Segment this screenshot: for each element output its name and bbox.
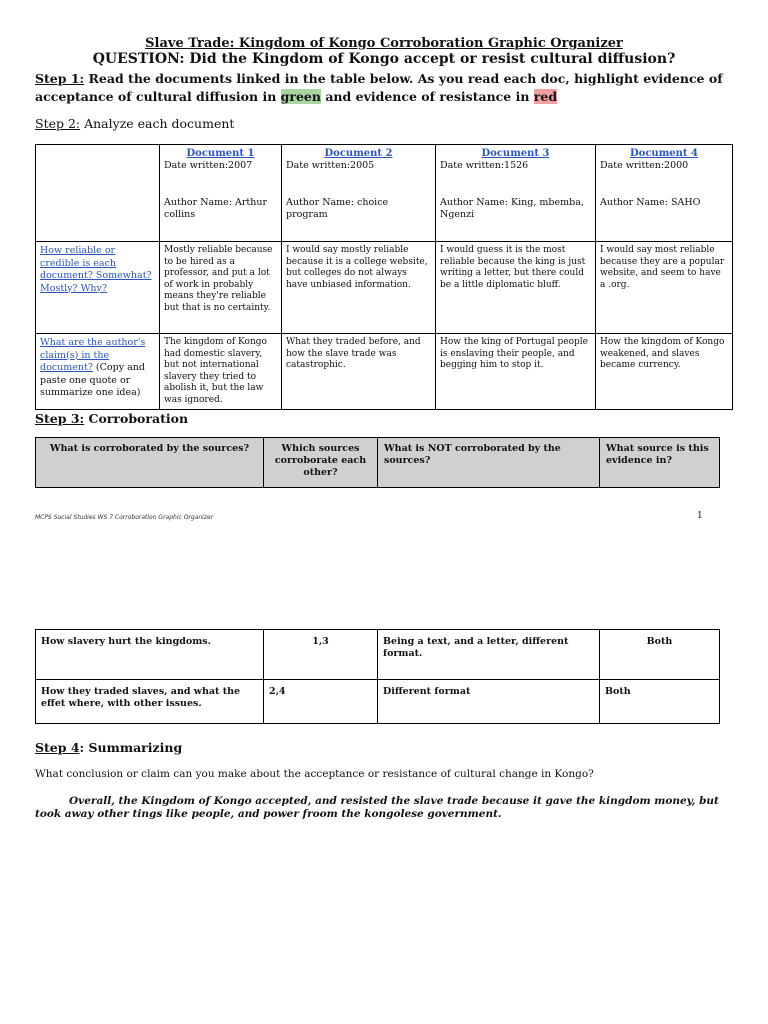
claim-cell[interactable]: What they traded before, and how the slave trade was catastrophic. xyxy=(282,334,436,410)
claim-note: (Copy and paste one quote or summarize one idea) xyxy=(40,362,145,398)
reliability-question-link[interactable]: How reliable or credible is each document? Somewhat? Mostly? Why? xyxy=(40,245,152,294)
step3-heading xyxy=(35,411,188,426)
page-number: 1 xyxy=(697,511,703,521)
corroborated-cell[interactable]: How slavery hurt the kingdoms. xyxy=(36,630,264,680)
sources-header: Which sources corroborate each other? xyxy=(264,438,378,488)
green-highlight: green xyxy=(280,89,321,104)
row-label-cell xyxy=(36,334,160,410)
document-header-cell xyxy=(282,145,436,242)
step1-text-a: Read the documents linked in the table below. As you read each doc, highlight evidence of acceptance of cultural diffusion in xyxy=(35,71,723,104)
table-row xyxy=(36,680,720,724)
page-footer: MCPS Social Studies WS 7 Corroboration Graphic Organizer xyxy=(35,514,214,521)
red-highlight: red xyxy=(533,89,558,104)
reliability-cell[interactable]: Mostly reliable because to be hired as a professor, and put a lot of work in probably means they're reliable but that is no certainty. xyxy=(160,242,282,334)
table-row xyxy=(36,334,733,410)
reliability-cell[interactable]: I would say most reliable because they are a popular website, and seem to have a .org. xyxy=(596,242,733,334)
step3-label: Step 3: xyxy=(35,411,85,426)
date-written: Date written:2007 xyxy=(164,159,253,171)
reliability-cell[interactable]: I would guess it is the most reliable because the king is just writing a letter, but there could be a little diplomatic bluff. xyxy=(436,242,596,334)
date-written: Date written:2000 xyxy=(600,159,689,171)
step4-heading xyxy=(35,740,182,755)
claim-cell[interactable]: The kingdom of Kongo had domestic slavery, but not international slavery they tried to abolish it, but the law was ignored. xyxy=(160,334,282,410)
corroboration-header-table xyxy=(35,437,720,488)
summary-prompt: What conclusion or claim can you make about the acceptance or resistance of cultural change in Kongo? xyxy=(35,768,594,780)
claim-cell[interactable]: How the king of Portugal people is enslaving their people, and begging him to stop it. xyxy=(436,334,596,410)
step4-label: Step 4 xyxy=(35,740,80,755)
corroboration-table xyxy=(35,629,720,724)
corroborated-cell[interactable]: How they traded slaves, and what the effet where, with other issues. xyxy=(36,680,264,724)
date-written: Date written:2005 xyxy=(286,159,375,171)
author-name: Author Name: Arthur collins xyxy=(164,197,268,220)
sources-cell[interactable]: 2,4 xyxy=(264,680,378,724)
document-1-link[interactable]: Document 1 xyxy=(186,148,255,159)
summary-answer[interactable]: Overall, the Kingdom of Kongo accepted, and resisted the slave trade because it gave the kingdom money, but took away other tings like people, and power froom the kongolese government. xyxy=(35,795,719,820)
question-heading: QUESTION: Did the Kingdom of Kongo accept or resist cultural diffusion? xyxy=(92,51,676,67)
document-header-cell xyxy=(436,145,596,242)
corroborated-header: What is corroborated by the sources? xyxy=(36,438,264,488)
date-written: Date written:1526 xyxy=(440,159,529,171)
evidence-in-cell[interactable]: Both xyxy=(600,630,720,680)
step4-text: : Summarizing xyxy=(79,740,183,755)
step1-text-b: and evidence of resistance in xyxy=(320,89,534,104)
evidence-in-cell[interactable]: Both xyxy=(600,680,720,724)
table-row xyxy=(36,630,720,680)
author-name: Author Name: King, mbemba, Ngenzi xyxy=(440,197,584,220)
step2-text: Analyze each document xyxy=(80,116,235,131)
step2-heading xyxy=(35,116,234,131)
table-row xyxy=(36,242,733,334)
document-4-link[interactable]: Document 4 xyxy=(630,148,698,159)
document-3-link[interactable]: Document 3 xyxy=(481,148,550,159)
table-row xyxy=(36,438,720,488)
table-row xyxy=(36,145,733,242)
step2-label: Step 2: xyxy=(35,116,81,131)
sources-cell[interactable]: 1,3 xyxy=(264,630,378,680)
document-analysis-table xyxy=(35,144,733,410)
corner-cell xyxy=(36,145,160,242)
not-corroborated-header: What is NOT corroborated by the sources? xyxy=(378,438,600,488)
step3-text: Corroboration xyxy=(84,411,189,426)
document-header-cell xyxy=(596,145,733,242)
evidence-in-header: What source is this evidence in? xyxy=(600,438,720,488)
document-header-cell xyxy=(160,145,282,242)
claim-cell[interactable]: How the kingdom of Kongo weakened, and slaves became currency. xyxy=(596,334,733,410)
author-name: Author Name: choice program xyxy=(286,197,389,220)
page-title: Slave Trade: Kingdom of Kongo Corroboration Graphic Organizer xyxy=(145,36,623,51)
claim-question-link[interactable]: What are the author's claim(s) in the document? xyxy=(40,337,146,373)
step1-label: Step 1: xyxy=(35,71,85,86)
not-corroborated-cell[interactable]: Different format xyxy=(378,680,600,724)
reliability-cell[interactable]: I would say mostly reliable because it is a college website, but colleges do not always have unbiased information. xyxy=(282,242,436,334)
row-label-cell xyxy=(36,242,160,334)
not-corroborated-cell[interactable]: Being a text, and a letter, different format. xyxy=(378,630,600,680)
document-2-link[interactable]: Document 2 xyxy=(324,148,393,159)
author-name: Author Name: SAHO xyxy=(600,197,701,208)
step1-instructions xyxy=(35,70,735,106)
